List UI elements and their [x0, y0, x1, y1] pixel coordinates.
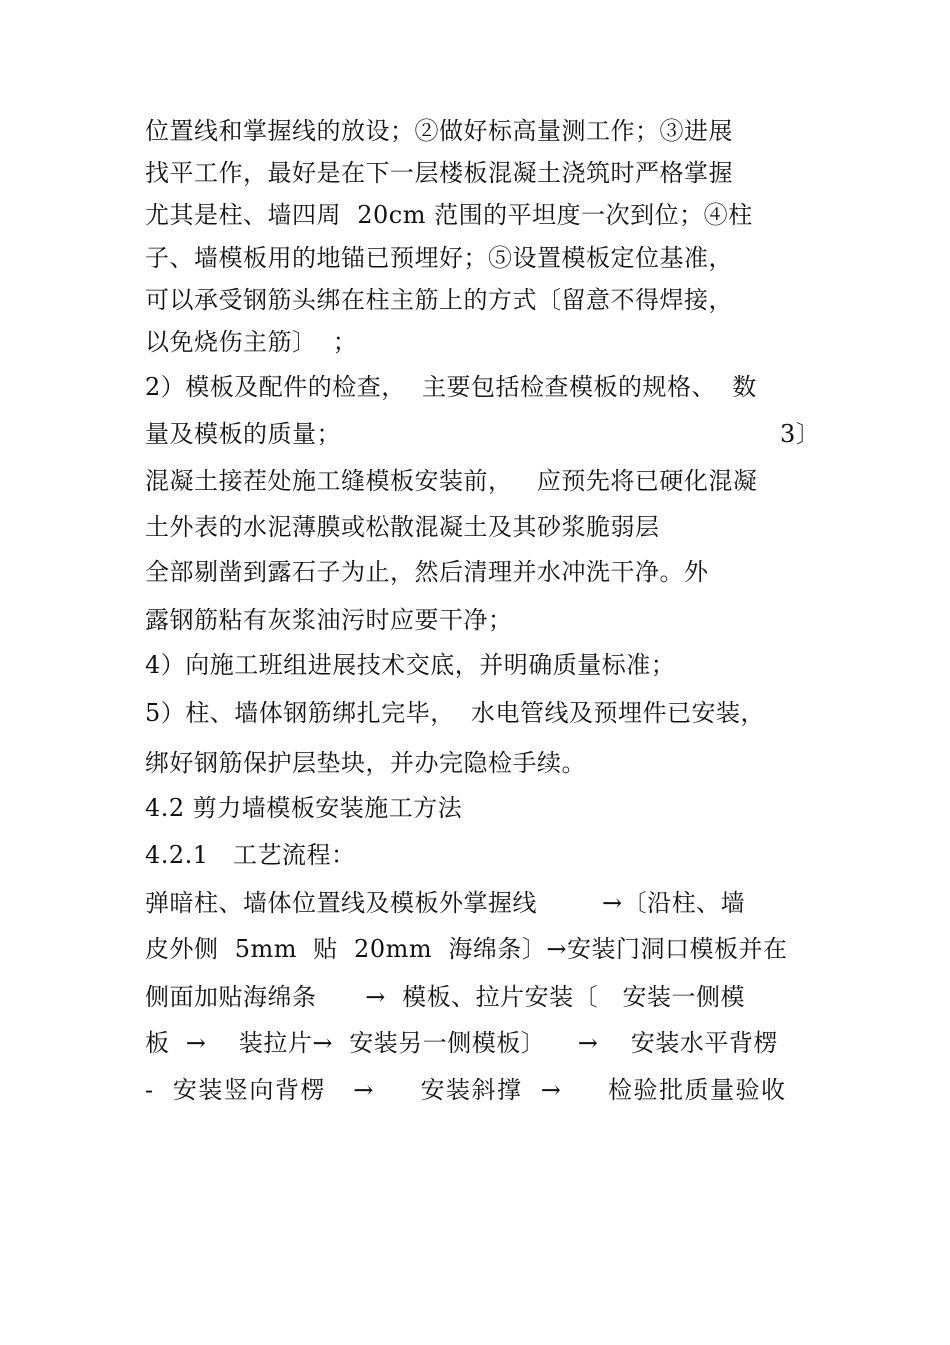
text-line: 2）模板及配件的检查， 主要包括检查模板的规格、 数 — [145, 373, 757, 401]
text-line: 板 → 装拉片→ 安装另一侧模板〕 → 安装水平背楞 — [145, 1029, 778, 1057]
subsection-heading: 4.2.1 工艺流程： — [145, 841, 356, 869]
section-heading: 4.2 剪力墙模板安装施工方法 — [145, 794, 463, 822]
text-line: 皮外侧 5mm 贴 20mm 海绵条〕→安装门洞口模板并在 — [145, 935, 788, 963]
text-line: 量及模板的质量； 3〕 — [145, 420, 821, 448]
text-line: 土外表的水泥薄膜或松散混凝土及其砂浆脆弱层 — [145, 513, 660, 541]
text-line: 尤其是柱、墙四周 20cm 范围的平坦度一次到位；④柱 — [145, 201, 753, 229]
text-line: 可以承受钢筋头绑在柱主筋上的方式〔留意不得焊接， — [145, 286, 733, 314]
text-line: 4）向施工班组进展技术交底，并明确质量标准； — [145, 651, 676, 679]
text-line: 绑好钢筋保护层垫块，并办完隐检手续。 — [145, 749, 586, 777]
text-line: 混凝土接茬处施工缝模板安装前， 应预先将已硬化混凝 — [145, 467, 758, 495]
text-line: 露钢筋粘有灰浆油污时应要干净； — [145, 606, 513, 634]
text-line: 侧面加贴海绵条 → 模板、拉片安装〔 安装一侧模 — [145, 983, 746, 1011]
text-line: 以免烧伤主筋〕 ； — [145, 328, 358, 356]
text-line: 位置线和掌握线的放设；②做好标高量测工作；③进展 — [145, 117, 733, 145]
text-line: 5）柱、墙体钢筋绑扎完毕， 水电管线及预埋件已安装， — [145, 699, 766, 727]
text-line: - 安装竖向背楞 → 安装斜撑 → 检验批质量验收 — [145, 1076, 787, 1104]
text-line: 弹暗柱、墙体位置线及模板外掌握线 →〔沿柱、墙 — [145, 889, 746, 917]
text-line: 全部剔凿到露石子为止，然后清理并水冲洗干净。外 — [145, 558, 709, 586]
text-line: 子、墙模板用的地锚已预埋好；⑤设置模板定位基准， — [145, 244, 733, 272]
text-line: 找平工作，最好是在下一层楼板混凝土浇筑时严格掌握 — [145, 159, 733, 187]
